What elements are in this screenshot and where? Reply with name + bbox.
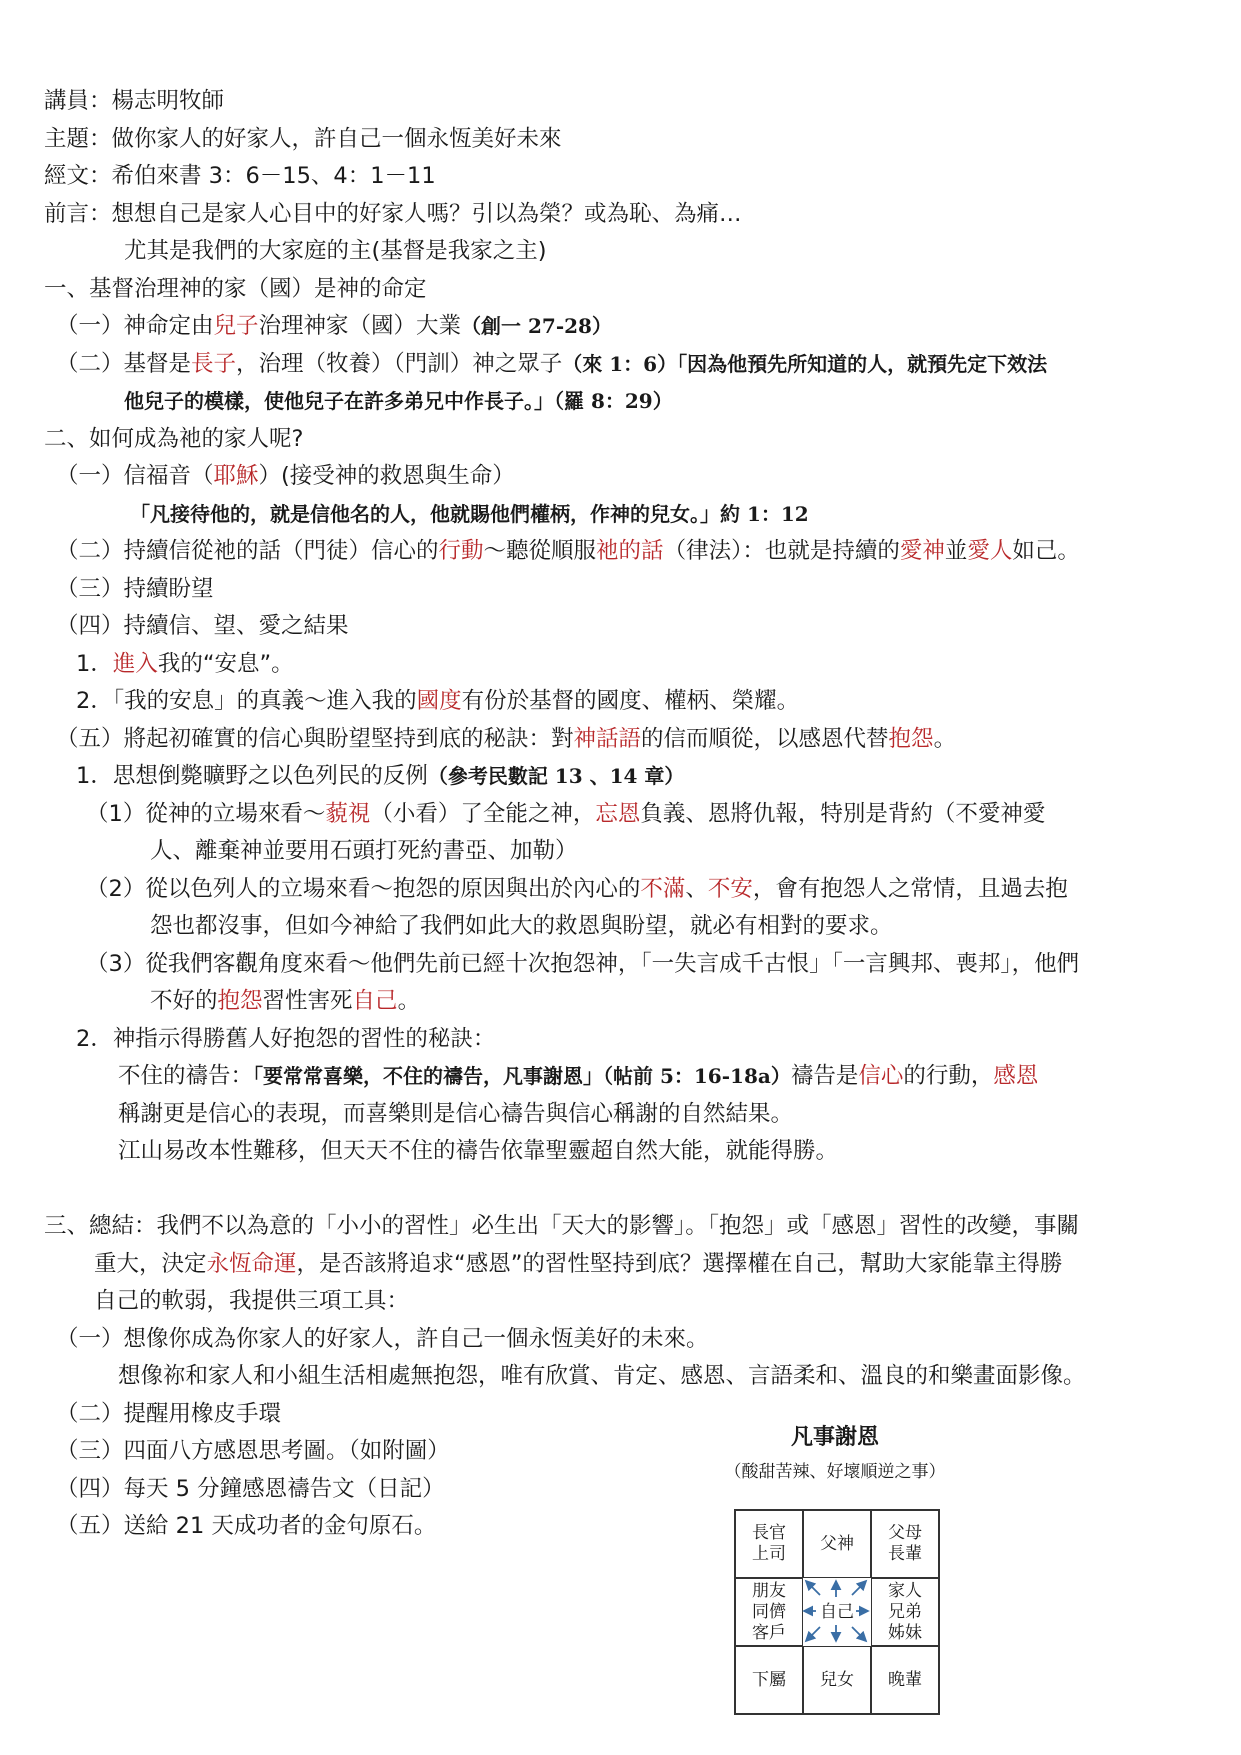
text: 如己。 [1012, 538, 1080, 564]
cell-parents-elders: 父母 長輩 [871, 1510, 939, 1578]
text: 。 [397, 988, 421, 1014]
cell-self: 自己 [820, 1601, 854, 1622]
text: 負義、恩將仇報，特別是背約（不愛神愛 [640, 801, 1046, 827]
arrow-down-left [806, 1627, 820, 1641]
section-2-verse [130, 499, 809, 529]
section-1-point-1 [56, 311, 612, 341]
section-3-tool-4: （四）每天 5 分鐘感恩禱告文（日記） [56, 1476, 445, 1502]
verse-quote-cont: 他兒子的模樣，使他兒子在許多弟兄中作長子。」（羅 8：29） [124, 389, 673, 413]
section-2-title: 二、如何成為祂的家人呢? [44, 426, 304, 452]
text: 禱告是 [790, 1063, 859, 1089]
text: （一）神命定由 [56, 313, 214, 339]
text: ，治理（牧養）（門訓）神之眾子 [236, 351, 563, 377]
cell-friends-peers: 朋友 同儕 客戶 [735, 1578, 803, 1646]
text: （二）基督是 [56, 351, 192, 377]
text: 的行動， [903, 1063, 994, 1089]
highlight-thanks: 感恩 [993, 1063, 1039, 1089]
highlight-love-god: 愛神 [899, 538, 945, 564]
text: 1．思想倒斃曠野之以色列民的反例 [76, 763, 428, 789]
text: 2．「我的安息」的真義～進入我的 [76, 688, 417, 714]
section-2-point-5-1-1 [86, 799, 1045, 829]
preface-line-2: 尤其是我們的大家庭的主(基督是我家之主) [124, 238, 547, 264]
text: （一）信福音（ [56, 463, 214, 489]
section-3-line-3: 自己的軟弱，我提供三項工具： [94, 1288, 410, 1314]
highlight-complaint: 抱怨 [888, 726, 934, 752]
text: （小看）了全能之神， [370, 801, 596, 827]
highlight-dissatisfied: 不滿 [640, 876, 686, 902]
text: 1． [76, 651, 113, 677]
section-2-point-2 [56, 536, 1080, 566]
section-3-tool-1-cont: 想像祢和家人和小組生活相處無抱怨，唯有欣賞、肯定、感恩、言語柔和、溫良的和樂畫面影像。 [118, 1363, 1086, 1389]
highlight-uneasy: 不安 [707, 876, 753, 902]
text: 並 [944, 538, 968, 564]
section-2-point-5-2-a [118, 1061, 1038, 1091]
highlight-action: 行動 [438, 538, 484, 564]
verse-reference: （創一 27-28） [461, 314, 612, 338]
highlight-faith: 信心 [858, 1063, 904, 1089]
section-3-line-2 [94, 1249, 1062, 1279]
section-3-tool-2: （二）提醒用橡皮手環 [56, 1401, 282, 1427]
text: 。 [933, 726, 957, 752]
section-2-point-5-1-1-cont: 人、離棄神並要用石頭打死約書亞、加勒） [150, 838, 578, 864]
arrow-up-left [806, 1581, 820, 1595]
section-1-title: 一、基督治理神的家（國）是神的命定 [44, 276, 427, 302]
scripture-line: 經文：希伯來書 3：6－15、4：1－11 [44, 163, 436, 189]
section-1-point-2-cont [124, 386, 673, 416]
section-2-point-3: （三）持續盼望 [56, 576, 214, 602]
preface-line: 前言：想想自己是家人心目中的好家人嗎？引以為榮？或為恥、為痛… [44, 201, 742, 227]
section-2-point-5 [56, 724, 956, 754]
verse-quote: 「凡接待他的，就是信他名的人，他就賜他們權柄，作神的兒女。」約 1：12 [130, 502, 809, 526]
section-3-tool-1: （一）想像你成為你家人的好家人，許自己一個永恆美好的未來。 [56, 1326, 709, 1352]
diagram-subtitle: （酸甜苦辣、好壞順逆之事） [724, 1462, 946, 1482]
text: 治理神家（國）大業 [258, 313, 462, 339]
section-2-point-5-2-c: 江山易改本性難移，但天天不住的禱告依靠聖靈超自然大能，就能得勝。 [118, 1138, 839, 1164]
section-1-point-2 [56, 349, 1047, 379]
text: ）(接受神的救恩與生命） [258, 463, 515, 489]
section-2-point-5-1 [76, 761, 684, 791]
cell-juniors: 晚輩 [871, 1646, 939, 1714]
highlight-ungrateful: 忘恩 [595, 801, 641, 827]
section-2-point-5-2-b: 稱謝更是信心的表現，而喜樂則是信心禱告與信心稱謝的自然結果。 [118, 1101, 794, 1127]
diagram-title: 凡事謝恩 [790, 1425, 879, 1450]
text: ，會有抱怨人之常情，且過去抱 [752, 876, 1068, 902]
highlight-despise: 藐視 [325, 801, 371, 827]
text: 的信而順從，以感恩代替 [641, 726, 889, 752]
highlight-son: 兒子 [213, 313, 259, 339]
verse-reference: （參考民數記 13 、14 章） [427, 764, 685, 788]
section-3-line-1: 三、總結：我們不以為意的「小小的習性」必生出「天大的影響」。「抱怨」或「感恩」習性的改變，事關 [44, 1213, 1080, 1239]
verse-quote: （來 1：6）「因為他預先所知道的人，就預先定下效法 [562, 352, 1048, 376]
text: ～聽從順服 [483, 538, 597, 564]
section-3-tool-3: （三）四面八方感恩思考圖。（如附圖） [56, 1438, 450, 1464]
section-2-point-5-1-2-cont: 怨也都沒事，但如今神給了我們如此大的救恩與盼望，就必有相對的要求。 [150, 913, 893, 939]
highlight-jesus: 耶穌 [213, 463, 259, 489]
topic-line: 主題：做你家人的好家人，許自己一個永恆美好未來 [44, 126, 562, 152]
highlight-his-word: 祂的話 [596, 538, 664, 564]
text: 習性害死 [262, 988, 353, 1014]
direction-arrows [734, 1509, 938, 1713]
text: 不住的禱告： [118, 1063, 254, 1089]
section-3-tool-5: （五）送給 21 天成功者的金句原石。 [56, 1513, 437, 1539]
highlight-firstborn: 長子 [191, 351, 237, 377]
section-2-point-4: （四）持續信、望、愛之結果 [56, 613, 349, 639]
highlight-complaint: 抱怨 [217, 988, 263, 1014]
cell-subordinates: 下屬 [735, 1646, 803, 1714]
section-2-point-5-1-2 [86, 874, 1068, 904]
section-2-point-5-2: 2．神指示得勝舊人好抱怨的習性的秘訣： [76, 1026, 496, 1052]
cell-children: 兒女 [803, 1646, 871, 1714]
cell-superiors: 長官 上司 [735, 1510, 803, 1578]
text: 重大，決定 [94, 1251, 207, 1277]
cell-family-siblings: 家人 兄弟 姊妹 [871, 1578, 939, 1646]
speaker-line: 講員：楊志明牧師 [44, 88, 225, 114]
section-2-point-4-2 [76, 686, 799, 716]
cell-father-god: 父神 [803, 1510, 871, 1578]
highlight-gods-word: 神話語 [573, 726, 642, 752]
text: 不好的 [150, 988, 218, 1014]
highlight-themselves: 自己 [352, 988, 398, 1014]
section-2-point-4-1 [76, 649, 294, 679]
text: 我的“安息”。 [157, 651, 294, 677]
arrow-down-right [852, 1627, 866, 1641]
highlight-kingdom: 國度 [416, 688, 462, 714]
highlight-enter: 進入 [112, 651, 158, 677]
section-2-point-1 [56, 461, 515, 491]
arrow-up-right [852, 1581, 866, 1595]
section-2-point-5-1-3-cont [150, 986, 420, 1016]
text: 、 [685, 876, 708, 902]
highlight-eternal-destiny: 永恆命運 [206, 1251, 297, 1277]
text: （律法）：也就是持續的 [663, 538, 900, 564]
section-2-point-5-1-3: （3）從我們客觀角度來看～他們先前已經十次抱怨神，「一失言成千古恨」「一言興邦、喪邦」，他們 [86, 951, 1080, 977]
text: （1）從神的立場來看～ [86, 801, 326, 827]
text: （五）將起初確實的信心與盼望堅持到底的秘訣：對 [56, 726, 574, 752]
verse-quote: 「要常常喜樂，不住的禱告，凡事謝恩」（帖前 5：16-18a） [253, 1064, 791, 1088]
text: 有份於基督的國度、權柄、榮耀。 [461, 688, 800, 714]
text: ，是否該將追求“感恩”的習性堅持到底？選擇權在自己，幫助大家能靠主得勝 [296, 1251, 1063, 1277]
highlight-love-people: 愛人 [967, 538, 1013, 564]
text: （2）從以色列人的立場來看～抱怨的原因與出於內心的 [86, 876, 641, 902]
text: （二）持續信從祂的話（門徒）信心的 [56, 538, 439, 564]
